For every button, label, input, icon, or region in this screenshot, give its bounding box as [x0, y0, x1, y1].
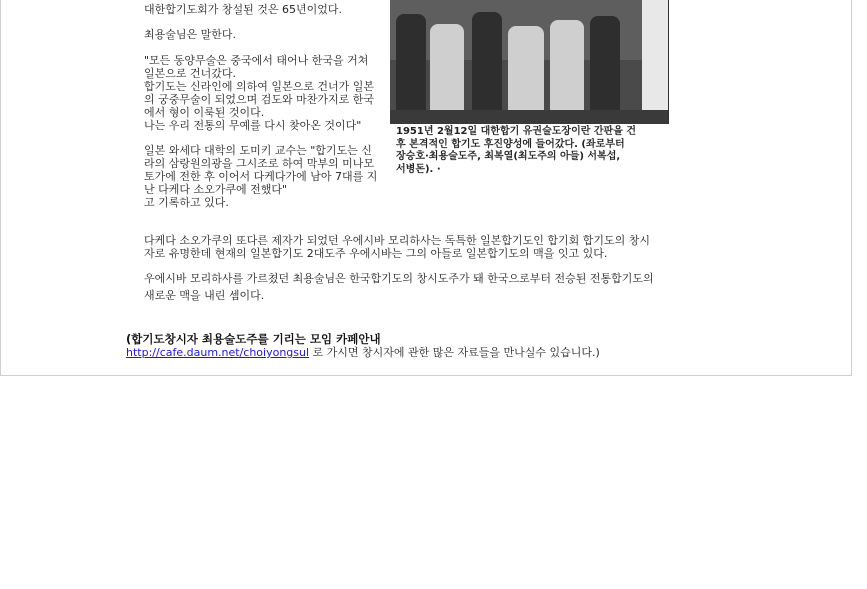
professor-line: 라의 삼랑원의광을 그시조로 하여 막부의 미나모 — [144, 157, 375, 170]
quote-line: 나는 우리 전통의 무예를 다시 찾아온 것이다" — [144, 119, 362, 132]
quote-line: 합기도는 신라인에 의하여 일본으로 건너가 일본 — [144, 80, 375, 93]
cafe-title: (합기도창시자 최용술도주를 기리는 모임 카페안내 — [126, 332, 381, 346]
cafe-info — [126, 344, 600, 360]
paragraph-said: 최용술님은 말한다. — [144, 28, 237, 41]
professor-line: 일본 와세다 대학의 도미키 교수는 "합기도는 신 — [144, 144, 372, 157]
dojo-photo — [390, 0, 669, 124]
ueshiba-line: 자로 유명한데 현재의 일본합기도 2대도주 우에시바는 그의 아들로 일본합기도의 맥을 잇고 있다. — [144, 247, 608, 260]
ueshiba-line: 다케다 소오가쿠의 또다른 제자가 되었던 우에시바 모리하사는 독특한 일본합기도인 합기회 합기도의 창시 — [144, 234, 651, 247]
professor-line: 난 다케다 소오가쿠에 전했다" — [144, 183, 288, 196]
caption-line: 장승호·최용술도주, 최복열(최도주의 아들) 서복섭, — [396, 151, 621, 162]
choi-line: 우에시바 모리하사를 가르쳤던 최용술님은 한국합기도의 창시도주가 돼 한국으로부터 전승된 전통합기도의 — [144, 272, 654, 285]
photo-caption — [396, 126, 636, 176]
quote-line: 일본으로 건너갔다. — [144, 67, 237, 80]
quote-line: 에서 형이 이룩된 것이다. — [144, 106, 265, 119]
paragraph-founded: 대한합기도회가 창설된 것은 65년이었다. — [144, 3, 342, 16]
cafe-link[interactable]: http://cafe.daum.net/choiyongsul — [126, 346, 310, 359]
cafe-link-suffix: 로 가시면 창시자에 관한 많은 자료들을 만나실수 있습니다.) — [309, 346, 600, 359]
professor-line: 고 기록하고 있다. — [144, 196, 229, 209]
quote-line: "모든 동양무술은 중국에서 태어나 한국을 거쳐 — [144, 54, 369, 67]
caption-line: 1951년 2월12일 대한합기 유권술도장이란 간판을 건 — [396, 126, 636, 137]
caption-line: 후 본격적인 합기도 후진양성에 들어갔다. (좌로부터 — [396, 138, 625, 150]
professor-line: 토가에 전한 후 이어서 다케다가에 남아 7대를 지 — [144, 170, 378, 183]
choi-line: 새로운 맥을 내린 셈이다. — [144, 289, 265, 302]
quote-line: 의 궁중무술이 되었으며 검도와 마찬가지로 한국 — [144, 93, 375, 106]
caption-line: 서병돈). · — [396, 163, 441, 175]
